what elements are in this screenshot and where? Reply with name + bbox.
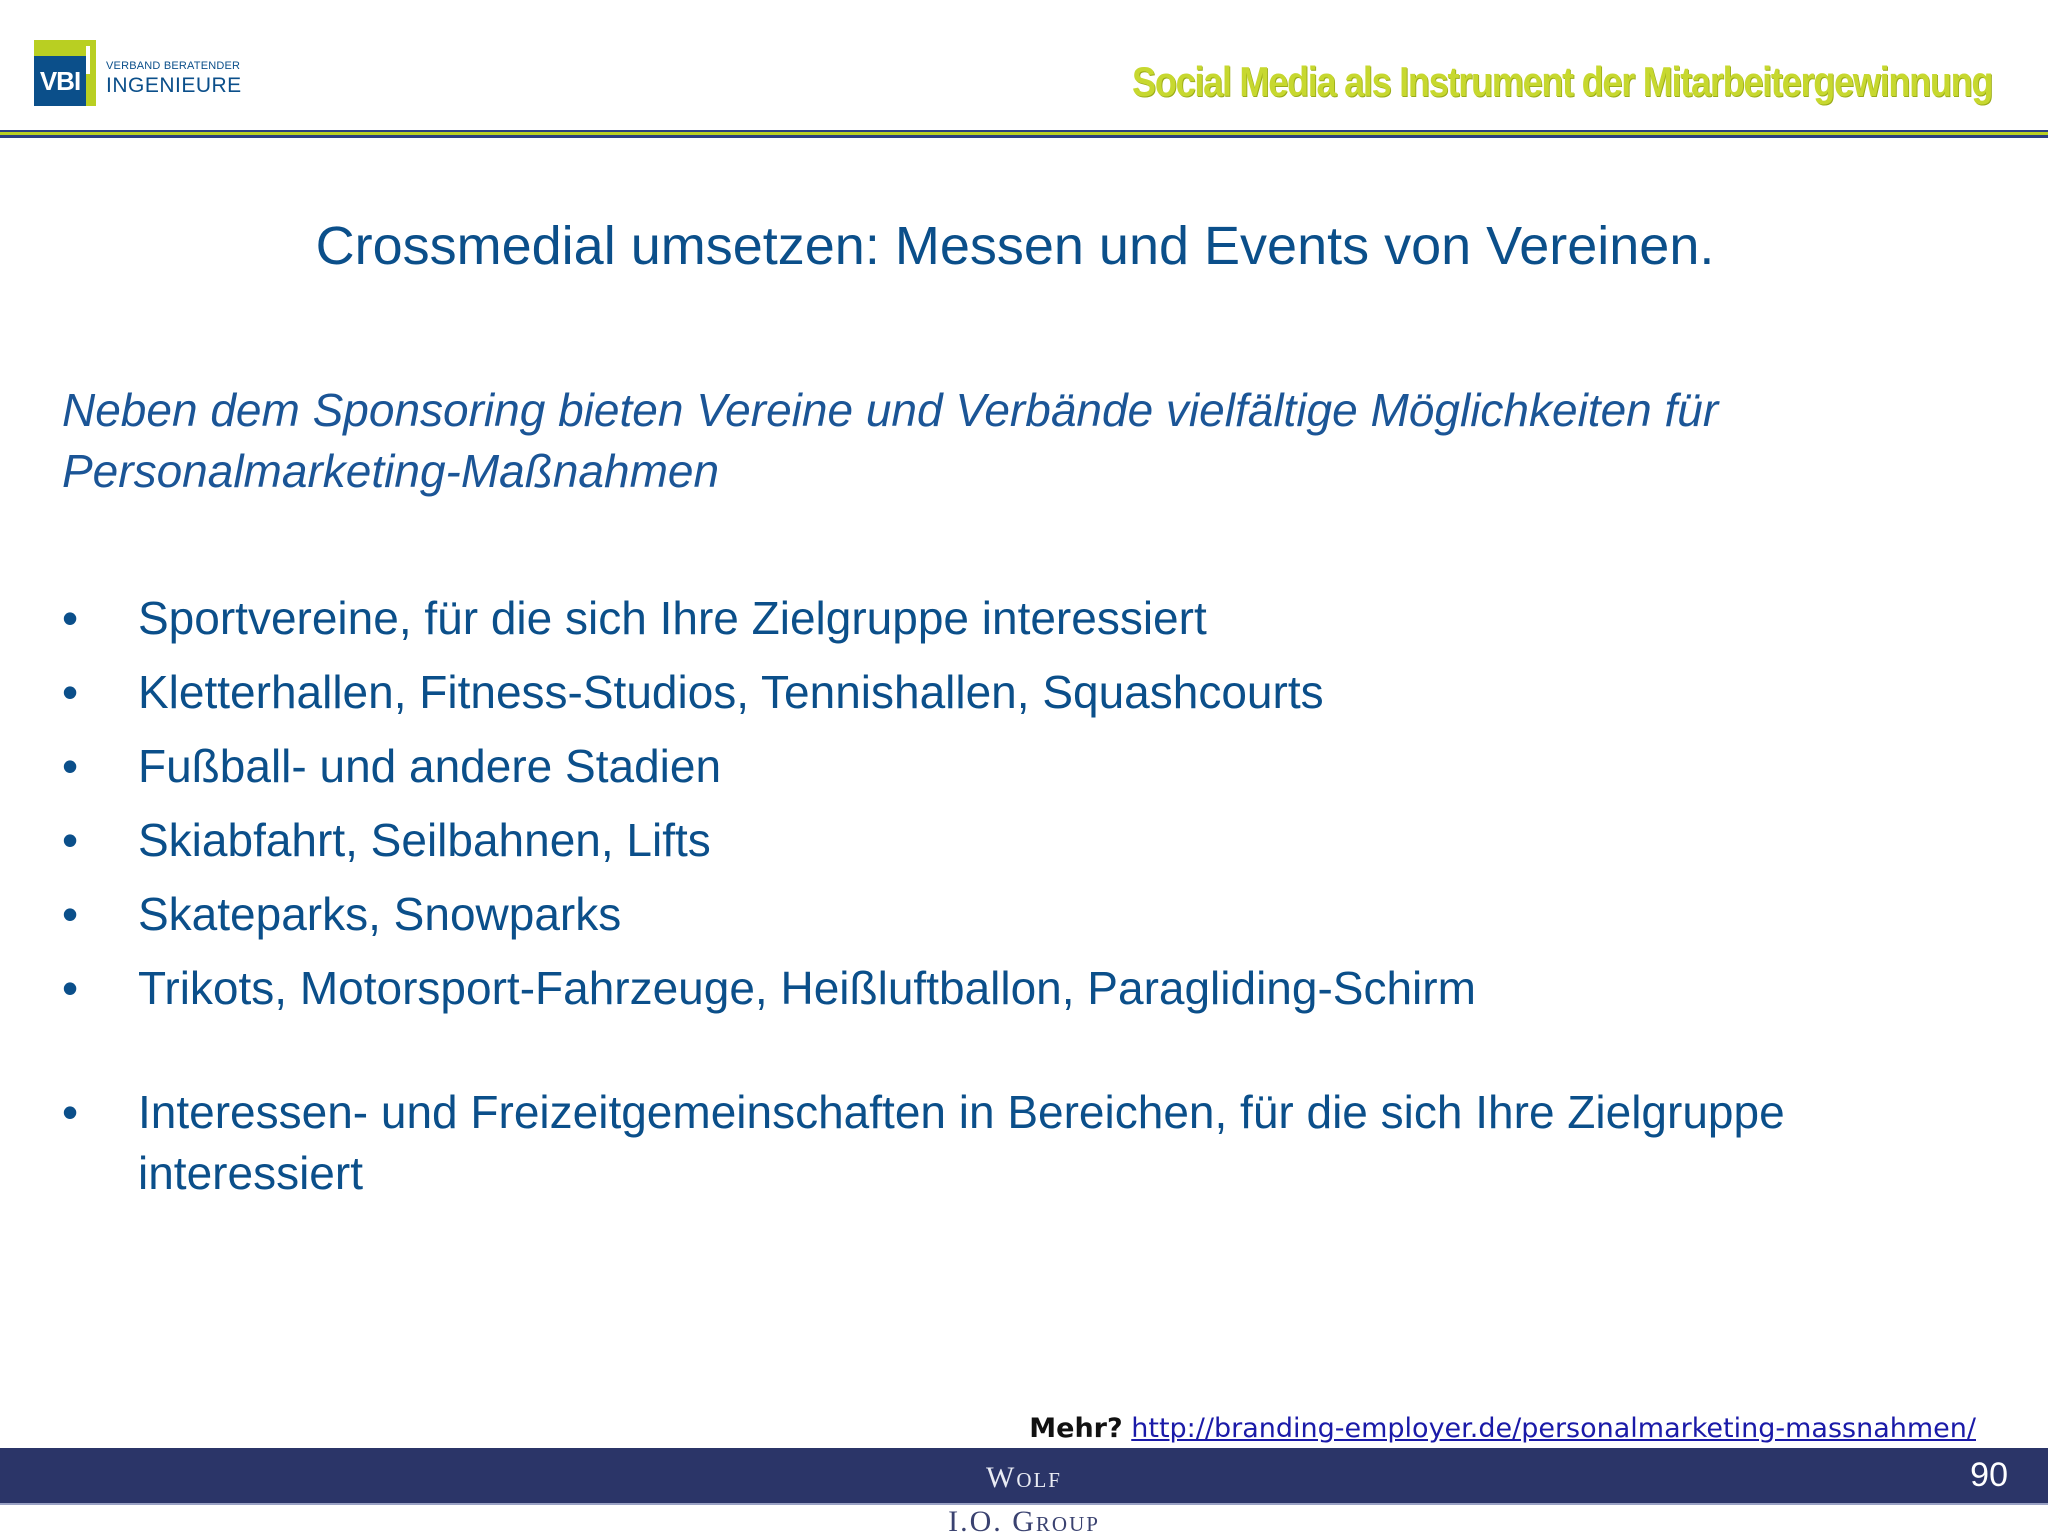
vbi-logo-mark <box>34 40 96 106</box>
bullet-list <box>62 588 2012 1204</box>
bullet-symbol: • <box>62 740 79 792</box>
bullet-text: Fußball- und andere Stadien <box>138 740 722 792</box>
bullet-text: Skateparks, Snowparks <box>138 888 622 940</box>
bullet-item <box>62 662 2012 736</box>
logo-mark-text: VBI <box>34 56 86 106</box>
header-divider-accent <box>0 132 2048 135</box>
bullet-item <box>62 736 2012 810</box>
bullet-text: Sportvereine, für die sich Ihre Zielgruppe interessiert <box>138 592 1207 644</box>
bullet-text: Interessen- und Freizeitgemeinschaften in Bereichen, für die sich Ihre Zielgruppe interessiert <box>138 1086 1785 1199</box>
bullet-item <box>62 588 2012 662</box>
bullet-item <box>62 1082 2012 1204</box>
logo-line2: INGENIEURE <box>106 73 242 97</box>
bullet-symbol: • <box>62 814 79 866</box>
bullet-text: Kletterhallen, Fitness-Studios, Tennishallen, Squashcourts <box>138 666 1324 718</box>
footer-brand-group: I.O. Group <box>948 1505 1100 1538</box>
bullet-symbol: • <box>62 888 79 940</box>
more-link[interactable]: http://branding-employer.de/personalmarketing-massnahmen/ <box>1131 1413 1976 1444</box>
bullet-item <box>62 884 2012 958</box>
bullet-symbol: • <box>62 592 79 644</box>
page-number: 90 <box>1970 1456 2008 1494</box>
intro-text: Neben dem Sponsoring bieten Vereine und Verbände vielfältige Möglichkeiten für Personalmarketing-Maßnahmen <box>62 384 1719 497</box>
slide-title: Crossmedial umsetzen: Messen und Events von Vereinen. <box>315 216 1715 276</box>
logo-notch <box>86 46 90 74</box>
header-title: Social Media als Instrument der Mitarbeitergewinnung <box>1131 58 1992 105</box>
bullet-symbol: • <box>62 1086 79 1138</box>
more-label: Mehr? <box>1029 1413 1123 1444</box>
bullet-symbol: • <box>62 666 79 718</box>
logo-line1: VERBAND BERATENDER <box>106 59 241 72</box>
logo-text <box>106 51 242 96</box>
bullet-item <box>62 958 2012 1032</box>
bullet-symbol: • <box>62 962 79 1014</box>
more-info <box>1029 1411 1976 1447</box>
bullet-text: Skiabfahrt, Seilbahnen, Lifts <box>138 814 711 866</box>
bullet-text: Trikots, Motorsport-Fahrzeuge, Heißluftballon, Paragliding-Schirm <box>138 962 1476 1014</box>
vbi-logo <box>34 40 242 106</box>
bullet-item <box>62 810 2012 884</box>
footer-brand-name: Wolf <box>986 1461 1062 1494</box>
